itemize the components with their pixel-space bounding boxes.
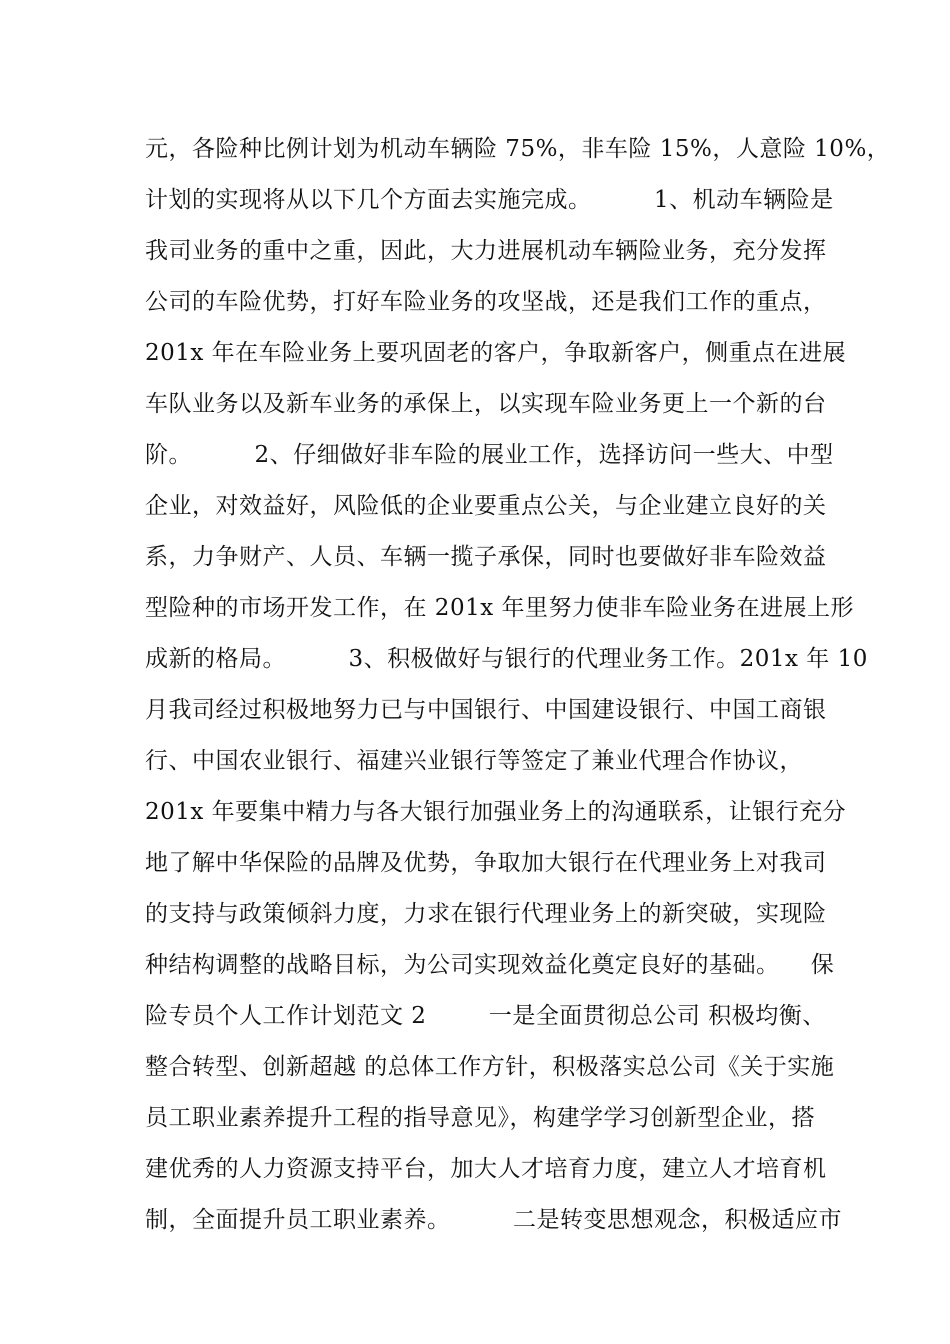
text-line: 行、中国农业银行、福建兴业银行等签定了兼业代理合作协议，	[145, 748, 803, 774]
text-line: 险专员个人工作计划范文 2 一是全面贯彻总公司 积极均衡、	[145, 1003, 826, 1029]
text-line: 月我司经过积极地努力已与中国银行、中国建设银行、中国工商银	[145, 697, 827, 723]
text-line: 阶。 2、仔细做好非车险的展业工作，选择访问一些大、中型	[145, 442, 834, 468]
text-line: 系，力争财产、人员、车辆一揽子承保，同时也要做好非车险效益	[145, 544, 827, 570]
text-line: 公司的车险优势，打好车险业务的攻坚战，还是我们工作的重点，	[145, 289, 827, 315]
text-line: 型险种的市场开发工作，在 201x 年里努力使非车险业务在进展上形	[145, 595, 854, 621]
text-line: 建优秀的人力资源支持平台，加大人才培育力度，建立人才培育机	[145, 1156, 827, 1182]
text-line: 元，各险种比例计划为机动车辆险 75%，非车险 15%，人意险 10%，	[145, 136, 891, 162]
text-line: 我司业务的重中之重，因此，大力进展机动车辆险业务，充分发挥	[145, 238, 827, 264]
text-line: 201x 年要集中精力与各大银行加强业务上的沟通联系，让银行充分	[145, 799, 847, 825]
text-line: 企业，对效益好，风险低的企业要重点公关，与企业建立良好的关	[145, 493, 827, 519]
text-line: 整合转型、创新超越 的总体工作方针，积极落实总公司《关于实施	[145, 1054, 835, 1080]
text-line: 地了解中华保险的品牌及优势，争取加大银行在代理业务上对我司	[145, 850, 827, 876]
text-line: 的支持与政策倾斜力度，力求在银行代理业务上的新突破，实现险	[145, 901, 827, 927]
text-line: 成新的格局。 3、积极做好与银行的代理业务工作。201x 年 10	[145, 646, 868, 672]
text-line: 车队业务以及新车业务的承保上，以实现车险业务更上一个新的台	[145, 391, 827, 417]
text-line: 制，全面提升员工职业素养。 二是转变思想观念，积极适应市	[145, 1207, 842, 1233]
text-line: 计划的实现将从以下几个方面去实施完成。 1、机动车辆险是	[145, 187, 834, 213]
text-line: 员工职业素养提升工程的指导意见》，构建学学习创新型企业，搭	[145, 1105, 815, 1131]
text-line: 种结构调整的战略目标，为公司实现效益化奠定良好的基础。 保	[145, 952, 835, 978]
text-line: 201x 年在车险业务上要巩固老的客户，争取新客户，侧重点在进展	[145, 340, 847, 366]
